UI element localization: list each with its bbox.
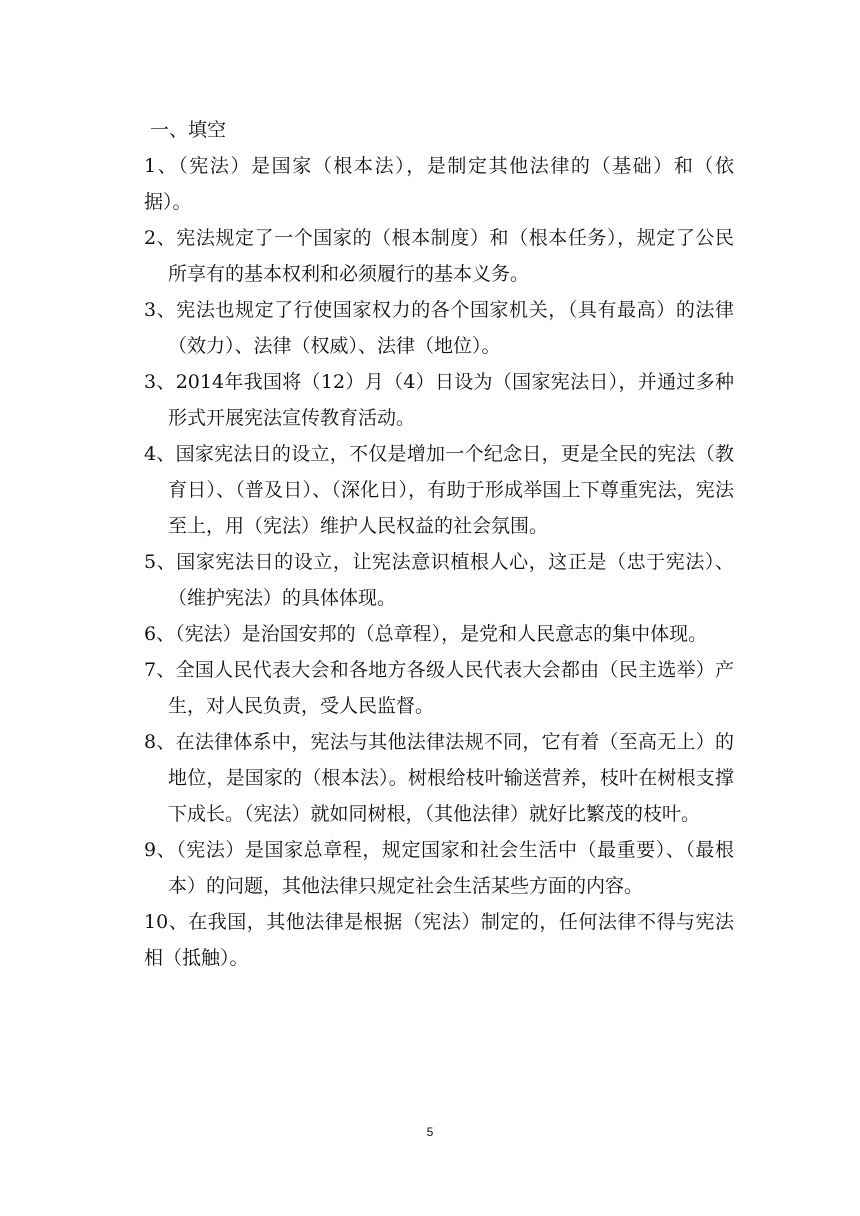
section-title: 一、填空 (150, 119, 227, 141)
list-item: 7、全国人民代表大会和各地方各级人民代表大会都由（民主选举）产生，对人民负责，受人民监督。 (144, 659, 734, 717)
page-number: 5 (426, 1125, 434, 1139)
list-item: 2、宪法规定了一个国家的（根本制度）和（根本任务），规定了公民所享有的基本权利和必须履行的基本义务。 (144, 227, 734, 285)
list-item: 6、（宪法）是治国安邦的（总章程），是党和人民意志的集中体现。 (144, 623, 708, 645)
list-item: 5、国家宪法日的设立，让宪法意识植根人心，这正是（忠于宪法）、（维护宪法）的具体体现。 (144, 551, 734, 609)
list-item: 3、2014年我国将（12）月（4）日设为（国家宪法日），并通过多种形式开展宪法宣传教育活动。 (144, 371, 734, 429)
list-item: 9、（宪法）是国家总章程，规定国家和社会生活中（最重要）、（最根本）的问题，其他法律只规定社会生活某些方面的内容。 (144, 839, 734, 897)
list-item: 4、国家宪法日的设立，不仅是增加一个纪念日，更是全民的宪法（教育日）、（普及日）、（深化日），有助于形成举国上下尊重宪法，宪法至上，用（宪法）维护人民权益的社会氛围。 (144, 443, 734, 537)
list-item: 8、在法律体系中，宪法与其他法律法规不同，它有着（至高无上）的地位，是国家的（根本法）。树根给枝叶输送营养，枝叶在树根支撑下成长。（宪法）就如同树根，（其他法律）就好比繁茂的枝叶。 (144, 731, 734, 825)
document-content (144, 112, 734, 976)
list-item: 3、宪法也规定了行使国家权力的各个国家机关，（具有最高）的法律（效力）、法律（权威）、法律（地位）。 (144, 299, 734, 357)
list-item: 10、在我国，其他法律是根据（宪法）制定的，任何法律不得与宪法相（抵触）。 (144, 911, 734, 969)
list-item: 1、（宪法）是国家（根本法），是制定其他法律的（基础）和（依据）。 (144, 155, 734, 213)
